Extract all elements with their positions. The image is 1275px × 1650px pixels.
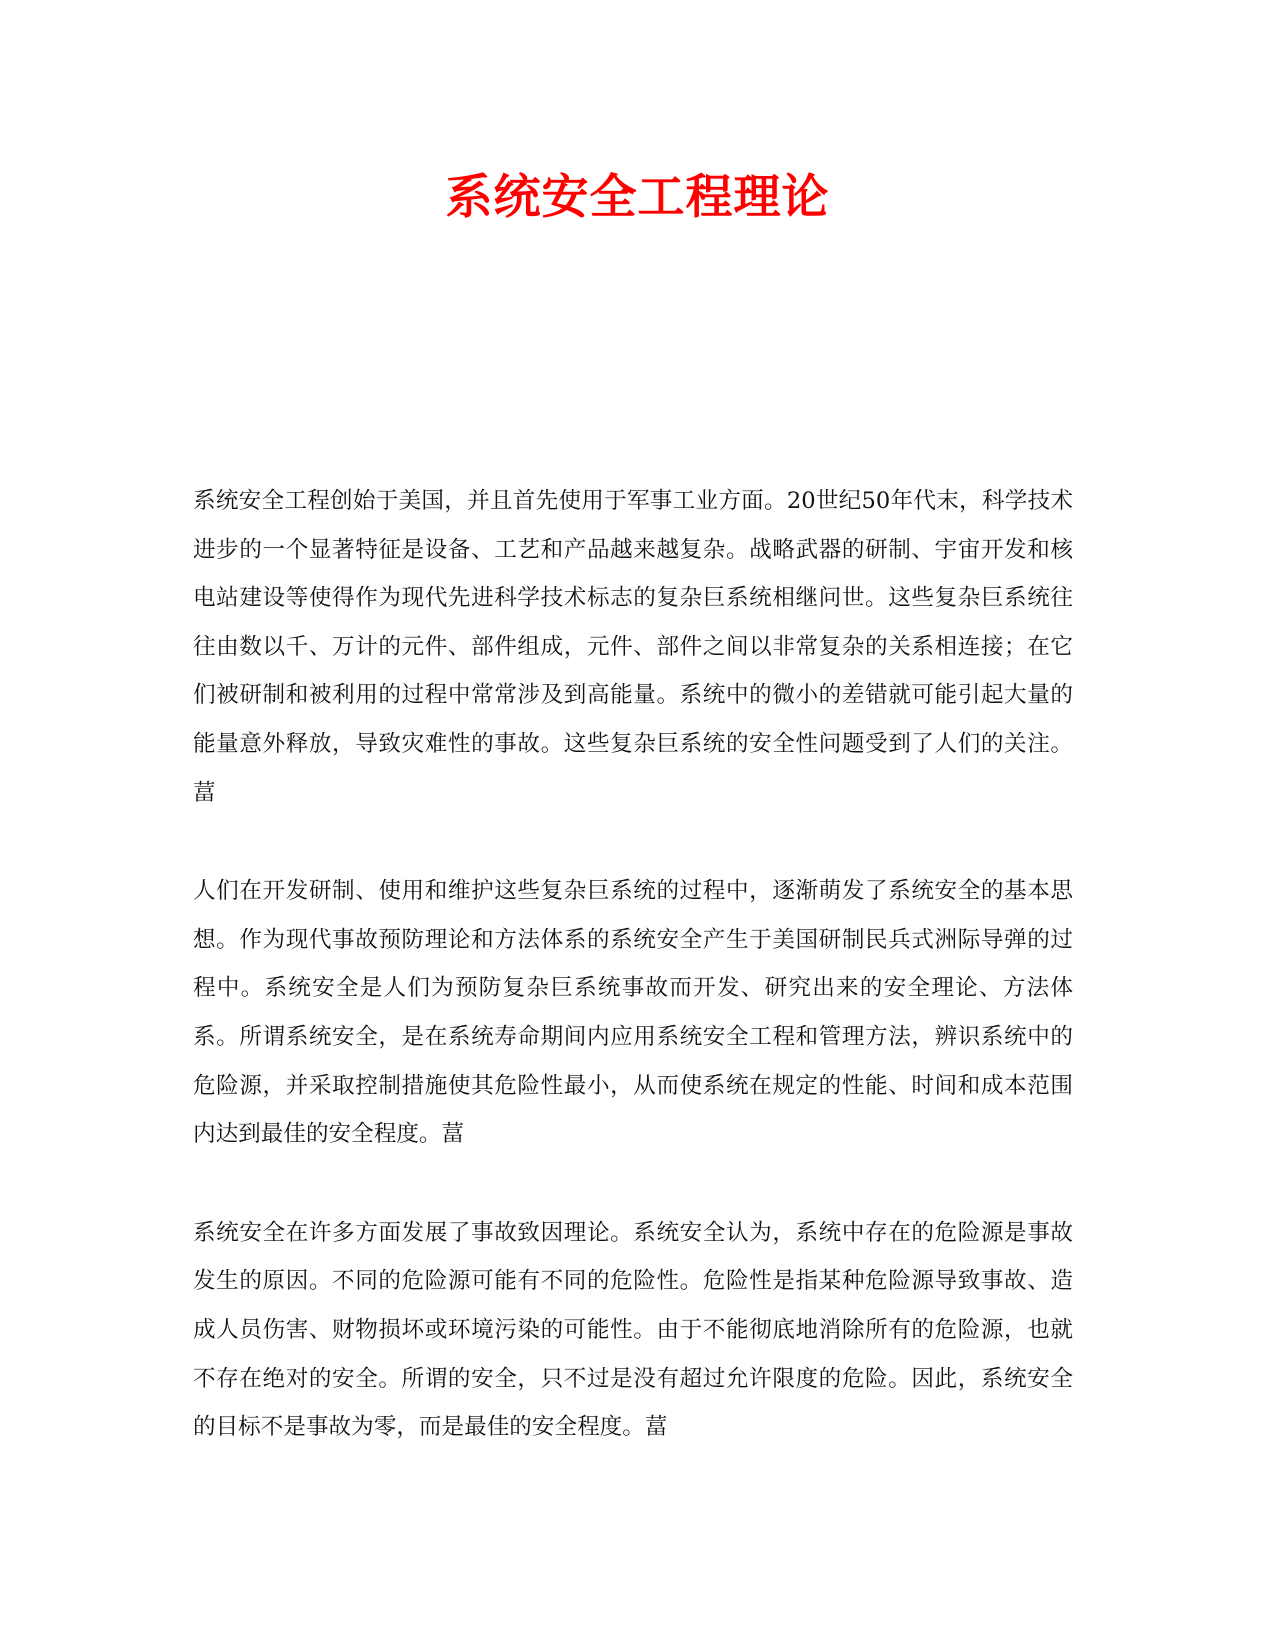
document-title: 系统安全工程理论 [445, 170, 830, 225]
paragraph-3: 系统安全在许多方面发展了事故致因理论。系统安全认为，系统中存在的危险源是事故发生的原因。不同的危险源可能有不同的危险性。危险性是指某种危险源导致事故、造成人员伤害、财物损坏或环境污染的可能性。由于不能彻底地消除所有的危险源，也就不存在绝对的安全。所谓的安全，只不过是没有超过允许限度的危险。因此，系统安全的目标不是事故为零，而是最佳的安全程度。葍 [193, 1219, 1073, 1441]
paragraph-1: 系统安全工程创始于美国，并且首先使用于军事工业方面。20世纪50年代末，科学技术进步的一个显著特征是设备、工艺和产品越来越复杂。战略武器的研制、宇宙开发和核电站建设等使得作为现代先进科学技术标志的复杂巨系统相继问世。这些复杂巨系统往往由数以千、万计的元件、部件组成，元件、部件之间以非常复杂的关系相连接；在它们被研制和被利用的过程中常常涉及到高能量。系统中的微小的差错就可能引起大量的能量意外释放，导致灾难性的事故。这些复杂巨系统的安全性问题受到了人们的关注。葍 [193, 488, 1073, 806]
paragraph-2: 人们在开发研制、使用和维护这些复杂巨系统的过程中，逐渐萌发了系统安全的基本思想。作为现代事故预防理论和方法体系的系统安全产生于美国研制民兵式洲际导弹的过程中。系统安全是人们为预防复杂巨系统事故而开发、研究出来的安全理论、方法体系。所谓系统安全，是在系统寿命期间内应用系统安全工程和管理方法，辨识系统中的危险源，并采取控制措施使其危险性最小，从而使系统在规定的性能、时间和成本范围内达到最佳的安全程度。葍 [193, 878, 1073, 1148]
document-body [193, 477, 1073, 1502]
